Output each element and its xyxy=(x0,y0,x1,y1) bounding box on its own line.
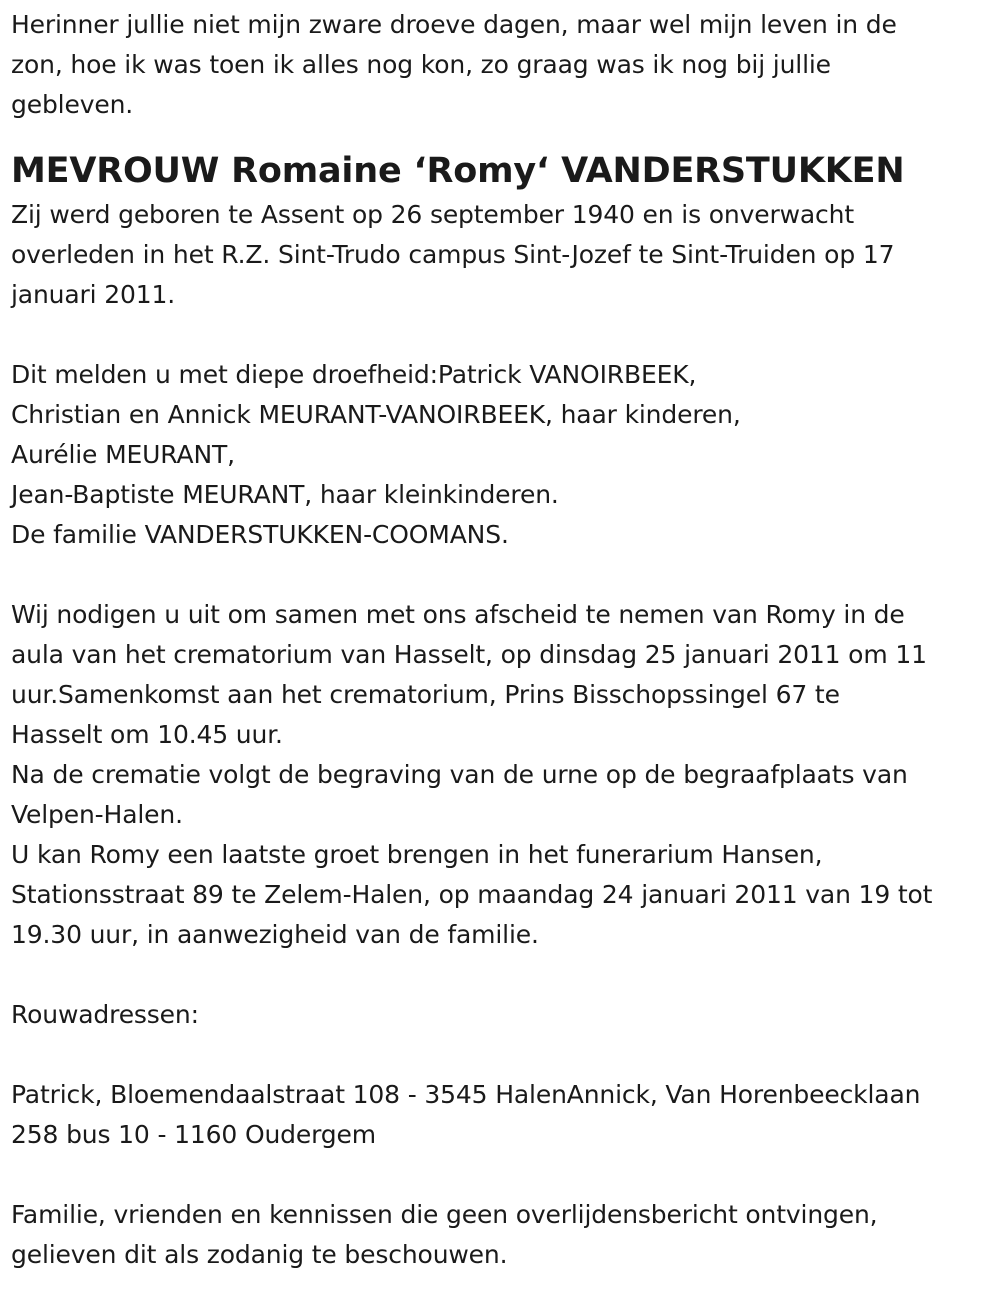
addresses-label: Rouwadressen: xyxy=(11,1000,199,1029)
announcement-line: Dit melden u met diepe droefheid:Patrick VANOIRBEEK, xyxy=(11,360,697,389)
announcement-line: De familie VANDERSTUKKEN-COOMANS. xyxy=(11,520,509,549)
intro-poem xyxy=(11,5,991,125)
obituary-document xyxy=(11,0,991,1275)
closing-line: gelieven dit als zodanig te beschouwen. xyxy=(11,1240,508,1269)
birth-death-paragraph xyxy=(11,195,991,315)
ceremony-line: uur.Samenkomst aan het crematorium, Prins Bisschopssingel 67 te xyxy=(11,680,840,709)
ceremony-line: U kan Romy een laatste groet brengen in het funerarium Hansen, xyxy=(11,840,823,869)
ceremony-line: 19.30 uur, in aanwezigheid van de familie. xyxy=(11,920,539,949)
birth-death-line: overleden in het R.Z. Sint-Trudo campus Sint-Jozef te Sint-Truiden op 17 xyxy=(11,240,895,269)
announcement-line: Aurélie MEURANT, xyxy=(11,440,235,469)
birth-death-line: januari 2011. xyxy=(11,280,176,309)
paragraph-spacer xyxy=(11,315,991,355)
paragraph-spacer xyxy=(11,1155,991,1195)
ceremony-line: Stationsstraat 89 te Zelem-Halen, op maandag 24 januari 2011 van 19 tot xyxy=(11,880,933,909)
addresses-paragraph xyxy=(11,1075,991,1155)
paragraph-spacer xyxy=(11,555,991,595)
paragraph-spacer xyxy=(11,955,991,995)
closing-paragraph xyxy=(11,1195,991,1275)
ceremony-line: Wij nodigen u uit om samen met ons afscheid te nemen van Romy in de xyxy=(11,600,905,629)
intro-poem-line: Herinner jullie niet mijn zware droeve dagen, maar wel mijn leven in de xyxy=(11,10,897,39)
deceased-name-heading: MEVROUW Romaine ‘Romy‘ VANDERSTUKKEN xyxy=(11,151,905,191)
intro-poem-line: zon, hoe ik was toen ik alles nog kon, zo graag was ik nog bij jullie xyxy=(11,50,831,79)
intro-poem-line: gebleven. xyxy=(11,90,134,119)
announcement-paragraph xyxy=(11,355,991,555)
closing-line: Familie, vrienden en kennissen die geen overlijdensbericht ontvingen, xyxy=(11,1200,878,1229)
announcement-line: Jean-Baptiste MEURANT, haar kleinkinderen. xyxy=(11,480,559,509)
ceremony-line: Velpen-Halen. xyxy=(11,800,183,829)
address-line: 258 bus 10 - 1160 Oudergem xyxy=(11,1120,376,1149)
ceremony-paragraph xyxy=(11,595,991,955)
ceremony-line: Hasselt om 10.45 uur. xyxy=(11,720,283,749)
announcement-line: Christian en Annick MEURANT-VANOIRBEEK, haar kinderen, xyxy=(11,400,741,429)
address-line: Patrick, Bloemendaalstraat 108 - 3545 HalenAnnick, Van Horenbeecklaan xyxy=(11,1080,921,1109)
birth-death-line: Zij werd geboren te Assent op 26 september 1940 en is onverwacht xyxy=(11,200,854,229)
ceremony-line: aula van het crematorium van Hasselt, op dinsdag 25 januari 2011 om 11 xyxy=(11,640,927,669)
paragraph-spacer xyxy=(11,1035,991,1075)
ceremony-line: Na de crematie volgt de begraving van de urne op de begraafplaats van xyxy=(11,760,908,789)
